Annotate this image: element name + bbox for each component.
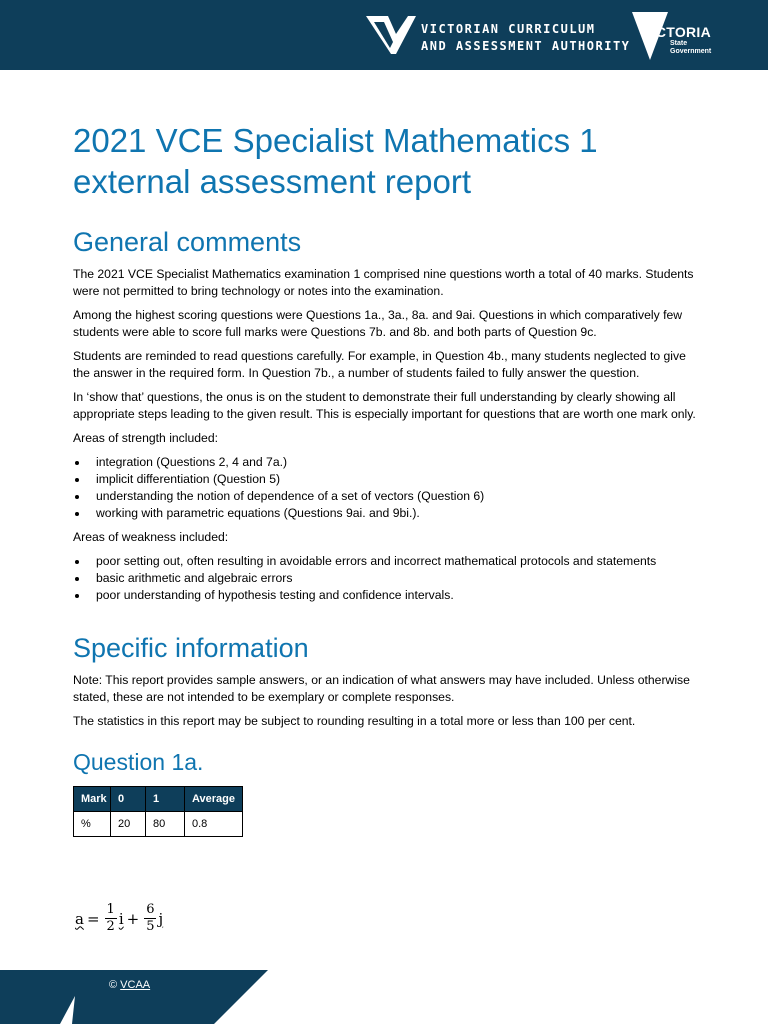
- formula-fraction-2-numerator: 6: [146, 902, 155, 917]
- specific-information-heading: Specific information: [73, 633, 309, 663]
- strengths-list: [73, 454, 703, 522]
- formula-vector-i: i: [118, 909, 124, 928]
- specific-statistics-note: The statistics in this report may be subject to rounding resulting in a total more or less than 100 per cent.: [73, 714, 636, 728]
- vcaa-name-line1: VICTORIAN CURRICULUM: [421, 22, 596, 36]
- formula-plus: +: [126, 909, 140, 928]
- formula-fraction-2-denominator: 5: [146, 919, 155, 934]
- weaknesses-intro: Areas of weakness included:: [73, 530, 229, 544]
- vcaa-link[interactable]: VCAA: [120, 979, 151, 991]
- general-paragraph-2: Among the highest scoring questions were Questions 1a., 3a., 8a. and 9ai. Questions in which comparatively few students were able to score full marks were Questions 7b. and 8b. and both parts of Question 9c.: [73, 308, 683, 339]
- victoria-wordmark: VICTORIA: [642, 24, 712, 40]
- general-paragraph-3: Students are reminded to read questions carefully. For example, in Question 4b., many students neglected to give the answer in the required form. In Question 7b., a number of students failed to fully answer the question.: [73, 349, 686, 380]
- table-cell: 80: [146, 812, 185, 837]
- formula-fraction-1: [105, 902, 117, 935]
- copyright-notice: [109, 979, 150, 991]
- list-item: understanding the notion of dependence of a set of vectors (Question 6): [73, 488, 703, 505]
- question-1a-heading: Question 1a.: [73, 749, 204, 775]
- list-item: implicit differentiation (Question 5): [73, 471, 703, 488]
- formula-fraction-2: [144, 902, 156, 935]
- list-item: basic arithmetic and algebraic errors: [73, 570, 703, 587]
- weaknesses-list: [73, 553, 703, 604]
- formula-vector-a: a: [75, 909, 84, 928]
- formula-fraction-1-denominator: 2: [106, 919, 115, 934]
- table-cell: 20: [111, 812, 146, 837]
- answer-formula: [75, 902, 163, 935]
- header-banner: [0, 0, 768, 70]
- vcaa-logo-icon: [366, 14, 416, 56]
- vcaa-name: [421, 21, 630, 55]
- general-comments-heading: General comments: [73, 227, 302, 257]
- formula-vector-j: j: [158, 909, 164, 928]
- formula-equals: =: [86, 909, 100, 928]
- table-cell: 0.8: [185, 812, 243, 837]
- list-item: poor setting out, often resulting in avoidable errors and incorrect mathematical protocols and statements: [73, 553, 703, 570]
- specific-note: Note: This report provides sample answers, or an indication of what answers may have included. Unless otherwise stated, these are not intended to be exemplary or complete responses.: [73, 673, 690, 704]
- table-cell: %: [74, 812, 111, 837]
- general-paragraph-1: The 2021 VCE Specialist Mathematics examination 1 comprised nine questions worth a total of 40 marks. Students were not permitted to bring technology or notes into the examination.: [73, 267, 694, 298]
- victoria-state-label: State: [670, 40, 688, 47]
- report-title-line2: external assessment report: [73, 163, 472, 200]
- table-header-cell: Mark: [74, 787, 111, 812]
- report-title-line1: 2021 VCE Specialist Mathematics 1: [73, 122, 598, 159]
- table-row: [74, 812, 243, 837]
- vcaa-name-line2: AND ASSESSMENT AUTHORITY: [421, 39, 631, 53]
- strengths-intro: Areas of strength included:: [73, 431, 218, 445]
- general-paragraph-4: In ‘show that’ questions, the onus is on the student to demonstrate their full understanding by clearly showing all appropriate steps leading to the given result. This is especially important for questions that are worth one mark only.: [73, 390, 696, 421]
- table-header-cell: Average: [185, 787, 243, 812]
- list-item: integration (Questions 2, 4 and 7a.): [73, 454, 703, 471]
- list-item: working with parametric equations (Questions 9ai. and 9bi.).: [73, 505, 703, 522]
- table-header-cell: 0: [111, 787, 146, 812]
- table-header-cell: 1: [146, 787, 185, 812]
- table-header-row: [74, 787, 243, 812]
- list-item: poor understanding of hypothesis testing and confidence intervals.: [73, 587, 703, 604]
- victoria-government-label: Government: [670, 48, 712, 55]
- marks-table: [73, 786, 243, 837]
- formula-fraction-1-numerator: 1: [106, 902, 115, 917]
- report-title: [73, 120, 703, 202]
- report-content: [73, 120, 703, 837]
- copyright-symbol: ©: [109, 979, 118, 991]
